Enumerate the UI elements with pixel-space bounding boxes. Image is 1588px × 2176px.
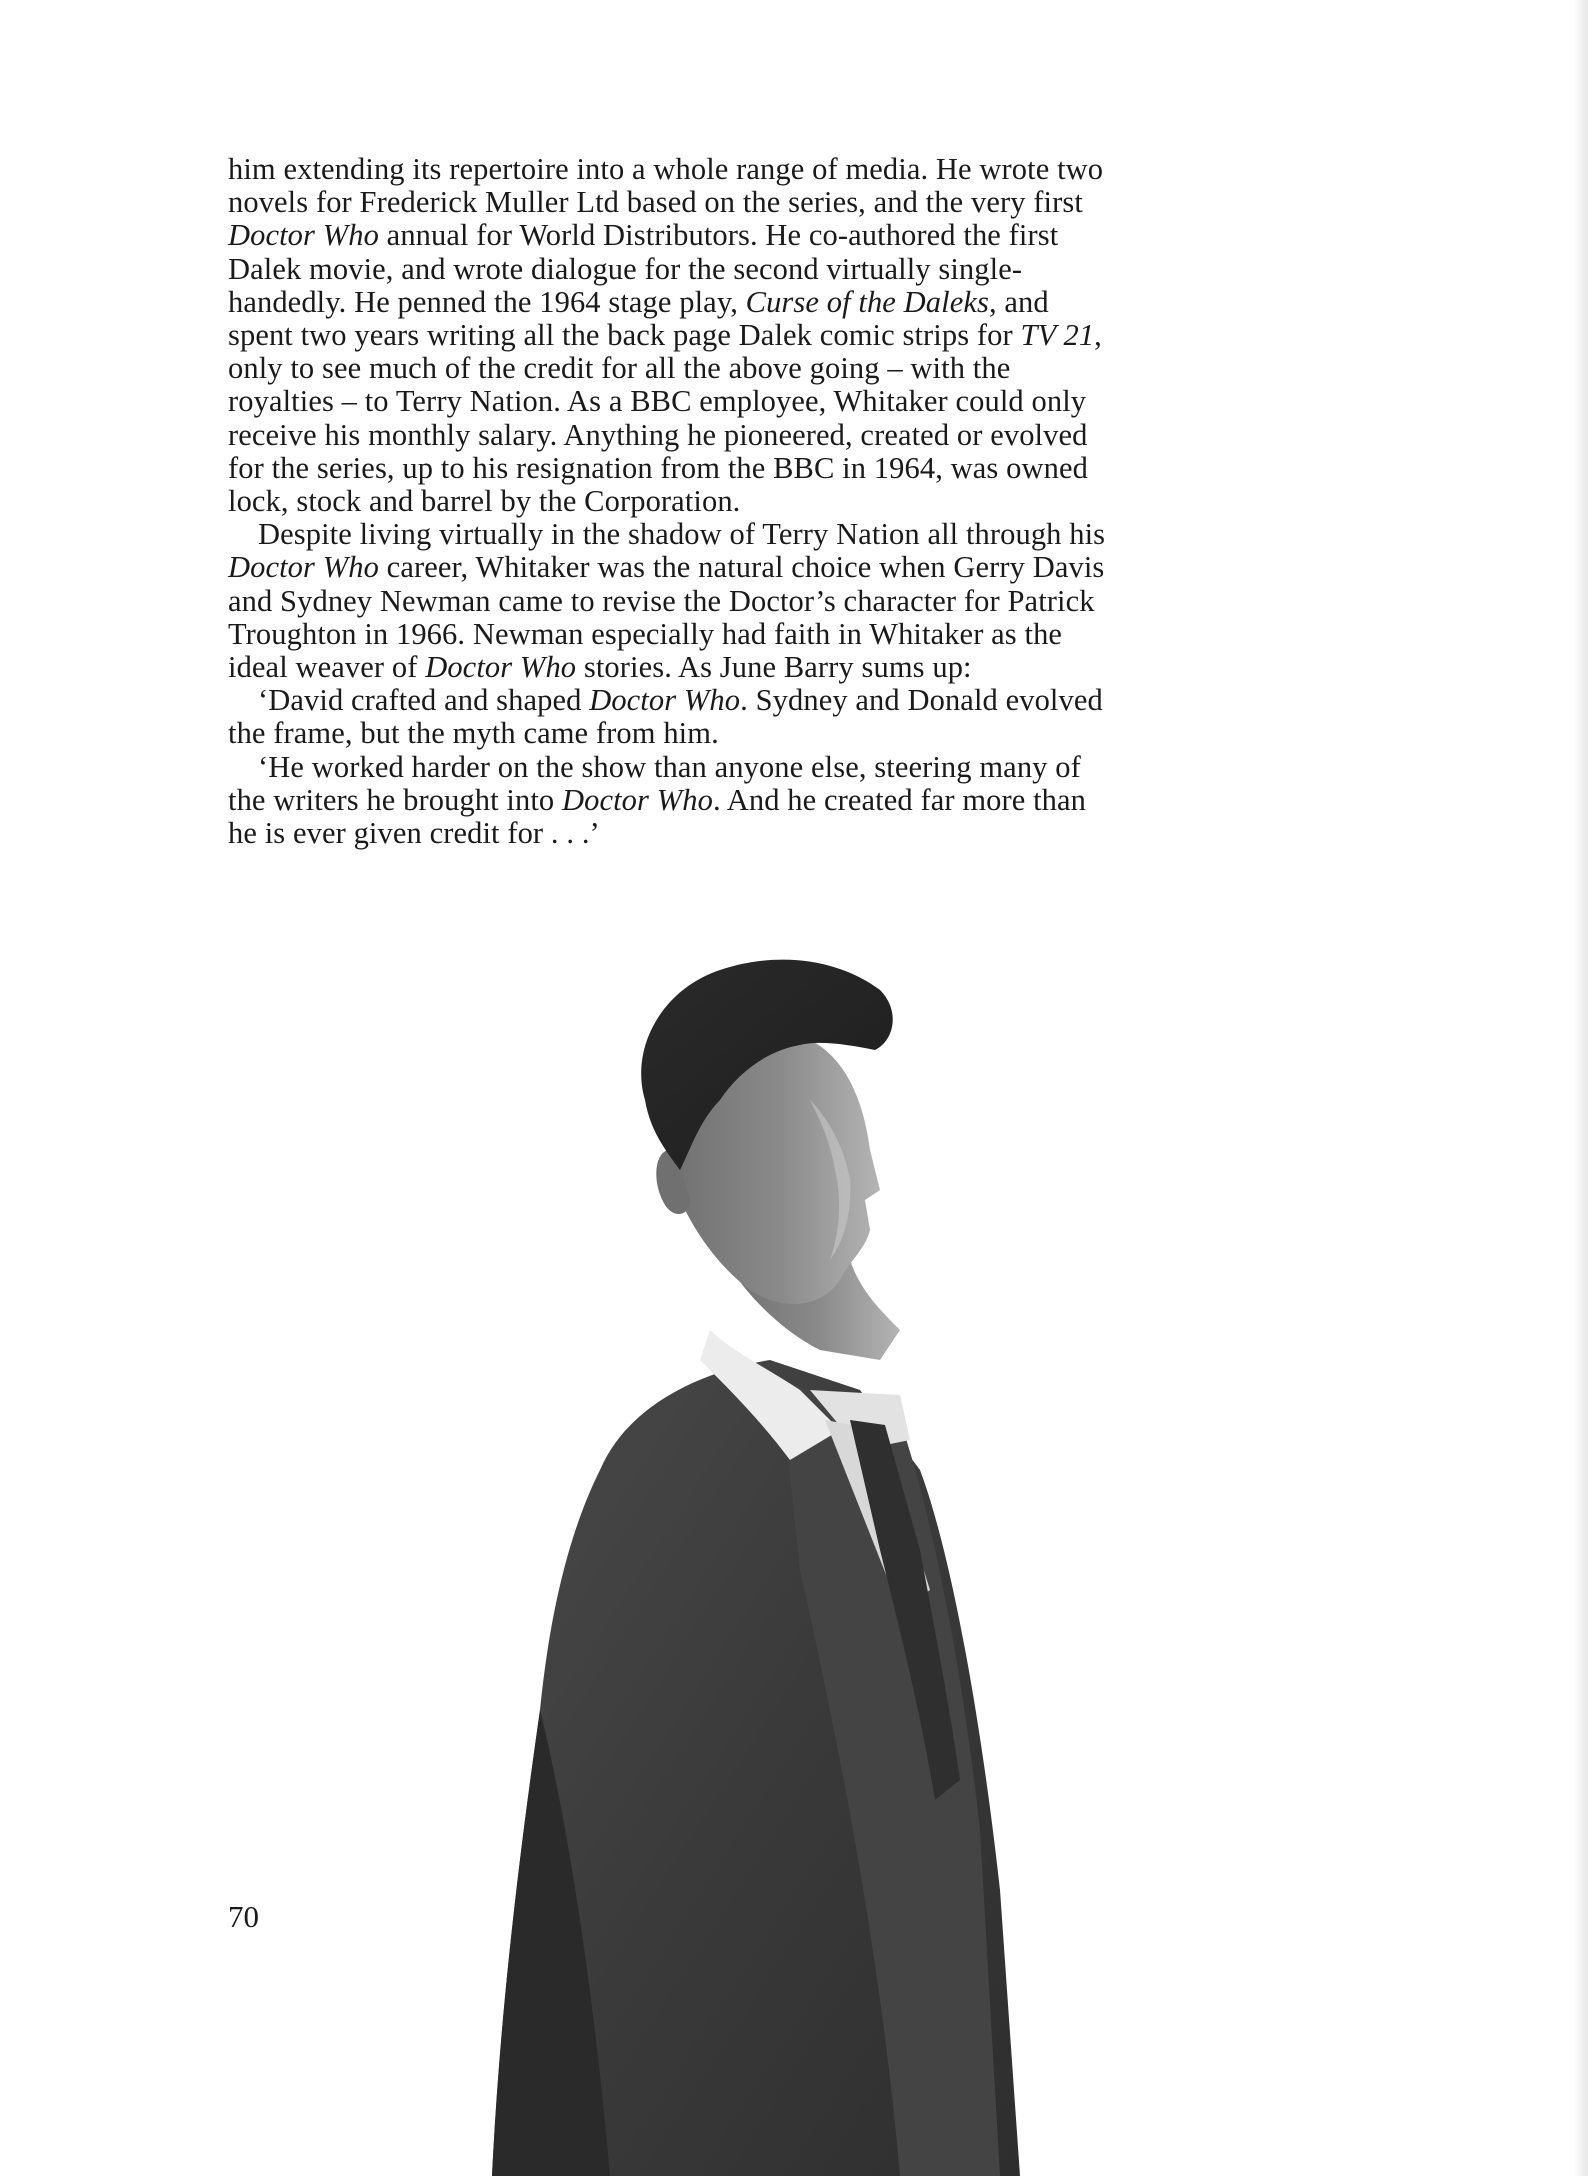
portrait-photo (480, 950, 1120, 2176)
body-text (228, 153, 1108, 850)
quote-paragraph-2: ‘He worked harder on the show than anyone else, steering many of the writers he brought into Doctor Who. And he created far more than he is ever given credit for . . .’ (228, 749, 1087, 851)
quote-paragraph-1: ‘David crafted and shaped Doctor Who. Sydney and Donald evolved the frame, but the myth came from him. (228, 683, 1103, 751)
paragraph-2: Despite living virtually in the shadow of Terry Nation all through his Doctor Who career, Whitaker was the natural choice when Gerry Davis and Sydney Newman came to revise the Doctor’s character for Patrick Troughton in 1966. Newman especially had faith in Whitaker as the ideal weaver of Doctor Who stories. As June Barry sums up: (228, 517, 1106, 685)
page-number: 70 (228, 1899, 259, 1934)
paragraph-1: him extending its repertoire into a whole range of media. He wrote two novels for Frederick Muller Ltd based on the series, and the very first Doctor Who annual for World Distributors. He co-authored the first Dalek movie, and wrote dialogue for the second virtually single-handedly. He penned the 1964 stage play, Curse of the Daleks, and spent two years writing all the back page Dalek comic strips for TV 21, only to see much of the credit for all the above going – with the royalties – to Terry Nation. As a BBC employee, Whitaker could only receive his monthly salary. Anything he pioneered, created or evolved for the series, up to his resignation from the BBC in 1964, was owned lock, stock and barrel by the Corporation. (228, 152, 1104, 519)
page-edge-shadow (1574, 0, 1588, 2176)
